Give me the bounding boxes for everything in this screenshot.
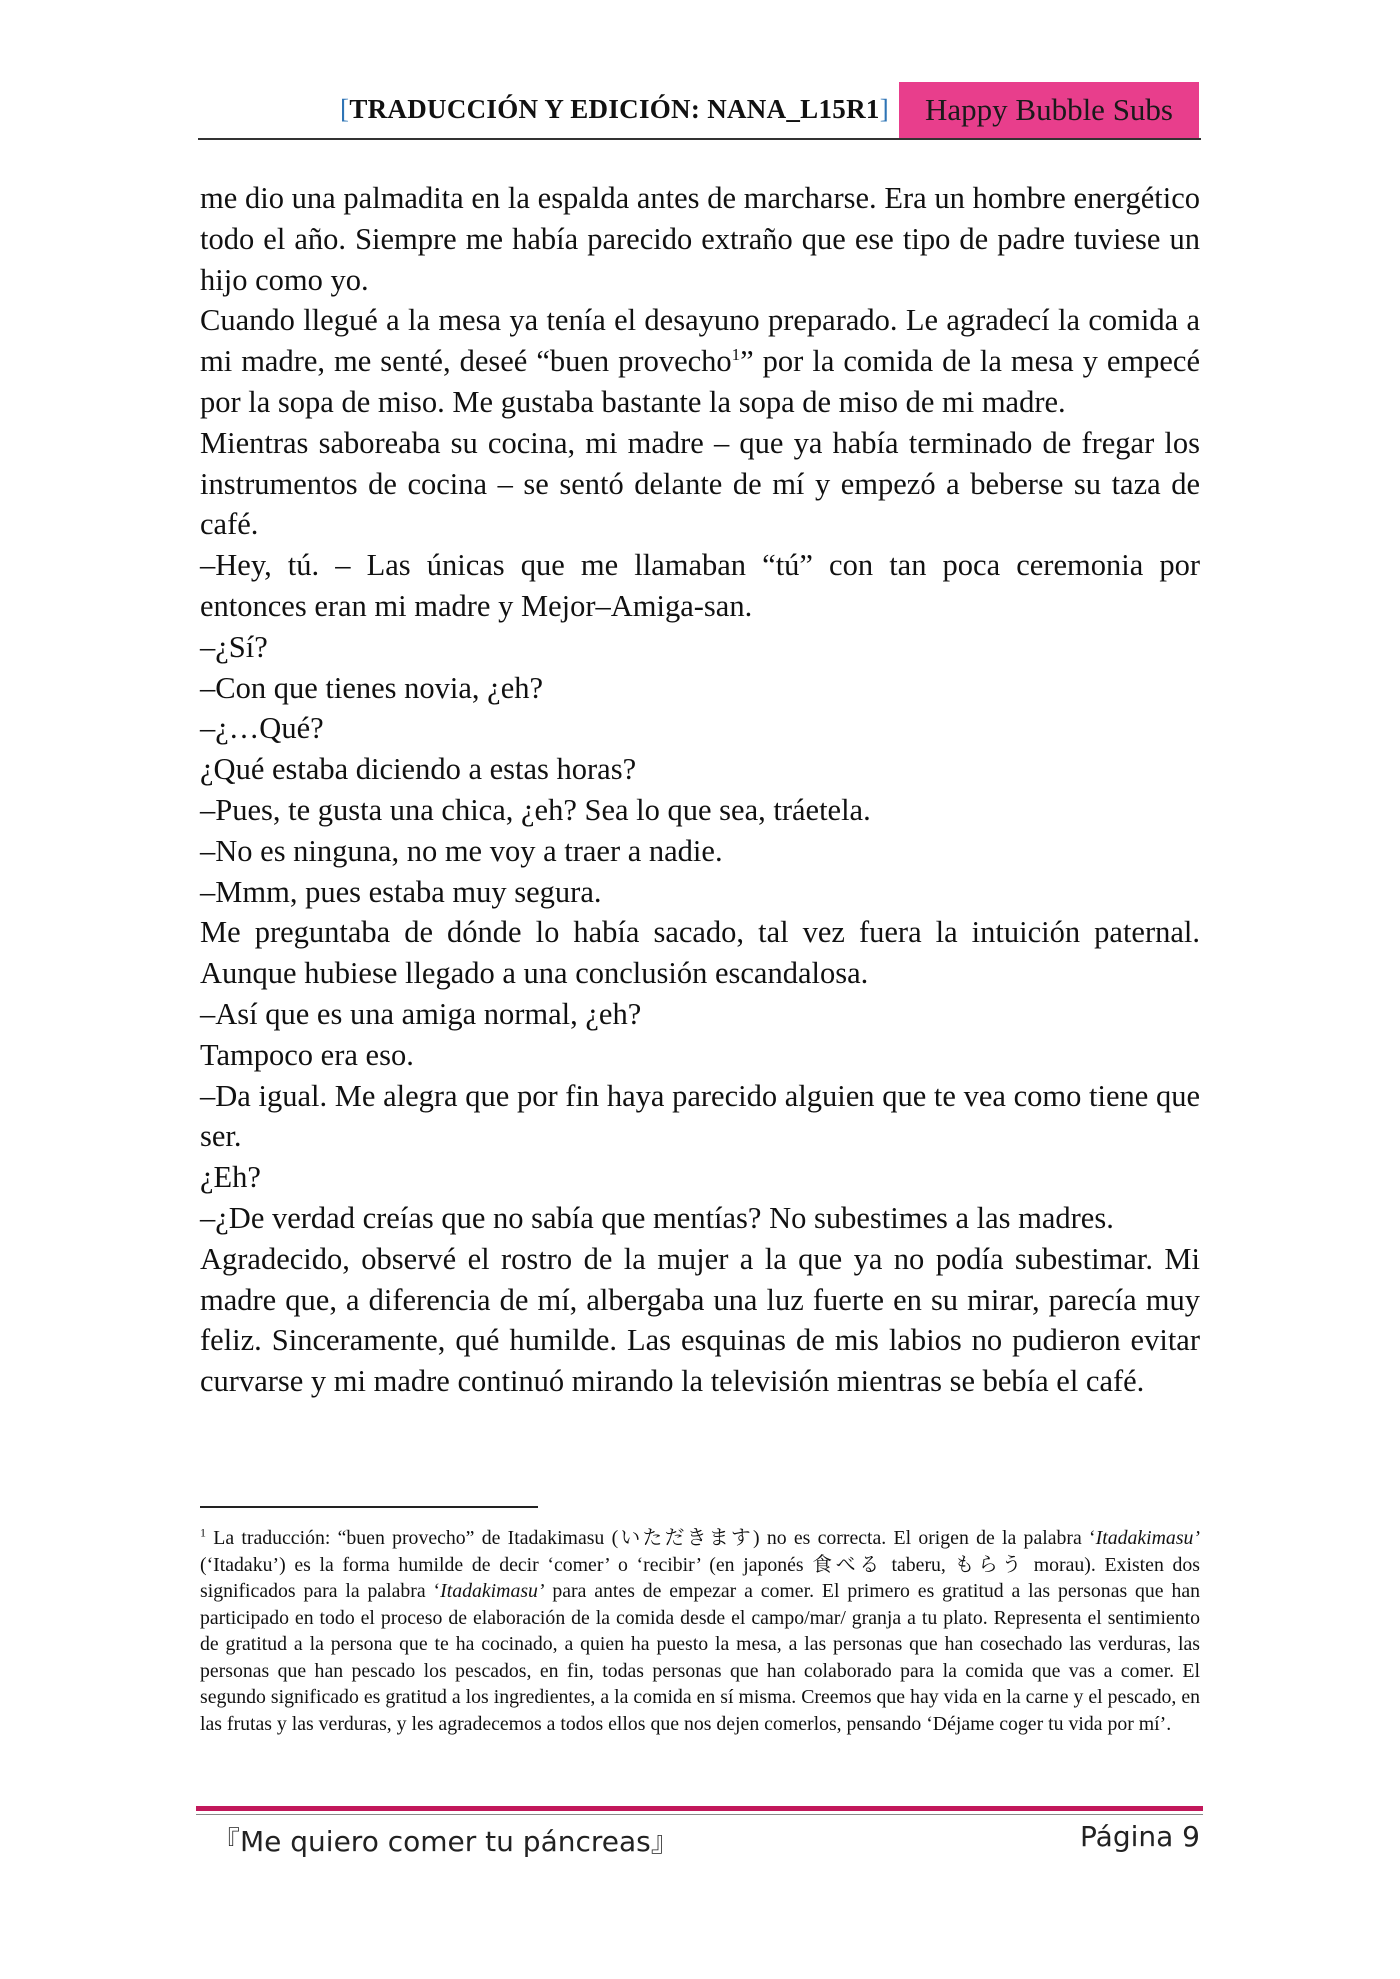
paragraph: Tampoco era eso. <box>200 1037 414 1072</box>
paragraph-text: ” por la comida de la mesa y empecé por la sopa de miso. Me gustaba bastante la sopa de miso de mi madre. <box>200 344 1200 419</box>
paragraph: Me preguntaba de dónde lo había sacado, tal vez fuera la intuición paternal. Aunque hubiese llegado a una conclusión escandalosa. <box>200 915 1200 991</box>
footnote-text: para antes de empezar a comer. El primero es gratitud a las personas que han participado en todo el proceso de elaboración de la comida desde el campo/mar/ granja a tu plato. Representa el sentimiento de gratitud a la persona que te ha cocinado, a quien ha puesto la mesa, a las personas que han cosechado las verduras, las personas que han pescado los pescados, en fin, todas personas que han colaborado para la comida que vas a comer. El segundo significado es gratitud a los ingredientes, a la comida en sí misma. Creemos que hay vida en la carne y el pescado, en las frutas y las verduras, y les agradecemos a todos ellos que nos dejen comerlos, pensando ‘Déjame coger tu vida por mí’. <box>200 1580 1201 1735</box>
paragraph: –¿Sí? <box>200 629 268 664</box>
paragraph-text: Cuando llegué a la mesa ya tenía el desayuno preparado. Le agradecí la comida a mi madre, me senté, deseé “buen provecho <box>200 303 1200 379</box>
paragraph: –Con que tienes novia, ¿eh? <box>200 670 544 705</box>
paragraph: –¿…Qué? <box>200 711 324 746</box>
page-header <box>198 82 1201 140</box>
paragraph: Agradecido, observé el rostro de la mujer a la que ya no podía subestimar. Mi madre que, a diferencia de mí, albergaba una luz fuerte en su mirar, parecía muy feliz. Sinceramente, qué humilde. Las esquinas de mis labios no pudieron evitar curvarse y mi madre continuó mirando la televisión mientras se bebía el café. <box>200 1241 1200 1399</box>
paragraph: –Da igual. Me alegra que por fin haya parecido alguien que te vea como tiene que ser. <box>200 1078 1200 1154</box>
footnote-text: La traducción: “buen provecho” de Itadakimasu (いただきます) no es correcta. El origen de la palabra ‘ <box>206 1527 1096 1549</box>
book-title: 『Me quiero comer tu páncreas』 <box>212 1825 679 1858</box>
footnote-italic: Itadakimasu’ <box>440 1580 545 1602</box>
footnote-number: 1 <box>200 1525 206 1540</box>
group-badge: Happy Bubble Subs <box>899 82 1199 138</box>
translation-credit <box>340 94 889 125</box>
paragraph: me dio una palmadita en la espalda antes de marcharse. Era un hombre energético todo el año. Siempre me había parecido extraño que ese tipo de padre tuviese un hijo como yo. <box>200 181 1200 297</box>
footnote-italic: Itadakimasu’ <box>1095 1527 1200 1549</box>
bracket-close: ] <box>879 94 889 124</box>
paragraph: ¿Eh? <box>200 1160 261 1195</box>
footer-divider <box>196 1806 1203 1811</box>
paragraph: –Pues, te gusta una chica, ¿eh? Sea lo que sea, tráetela. <box>200 792 871 827</box>
paragraph: –Así que es una amiga normal, ¿eh? <box>200 996 642 1031</box>
paragraph <box>200 300 1200 422</box>
footnote <box>200 1525 1200 1737</box>
footer-divider-thin <box>196 1814 1203 1815</box>
paragraph: –Hey, tú. – Las únicas que me llamaban “tú” con tan poca ceremonia por entonces eran mi madre y Mejor–Amiga-san. <box>200 548 1200 623</box>
paragraph: Mientras saboreaba su cocina, mi madre – que ya había terminado de fregar los instrumentos de cocina – se sentó delante de mí y empezó a beberse su taza de café. <box>200 425 1200 542</box>
footnote-separator <box>200 1506 538 1508</box>
paragraph: ¿Qué estaba diciendo a estas horas? <box>200 752 637 787</box>
footnote-reference[interactable]: 1 <box>731 345 741 365</box>
credit-text: TRADUCCIÓN Y EDICIÓN: NANA_L15R1 <box>349 94 880 124</box>
paragraph: –¿De verdad creías que no sabía que mentías? No subestimes a las madres. <box>200 1200 1114 1235</box>
bracket-open: [ <box>340 94 350 124</box>
footnote-text: (‘Itadaku’) es la forma humilde de decir ‘comer’ o ‘recibir’ (en japonés 食べる taberu, もらう morau). Existen dos significados para la palabra ‘ <box>200 1553 1200 1602</box>
paragraph: –Mmm, pues estaba muy segura. <box>200 874 602 909</box>
paragraph: –No es ninguna, no me voy a traer a nadie. <box>200 833 723 868</box>
page-number: Página 9 <box>1080 1820 1200 1853</box>
body-text <box>200 178 1200 1402</box>
